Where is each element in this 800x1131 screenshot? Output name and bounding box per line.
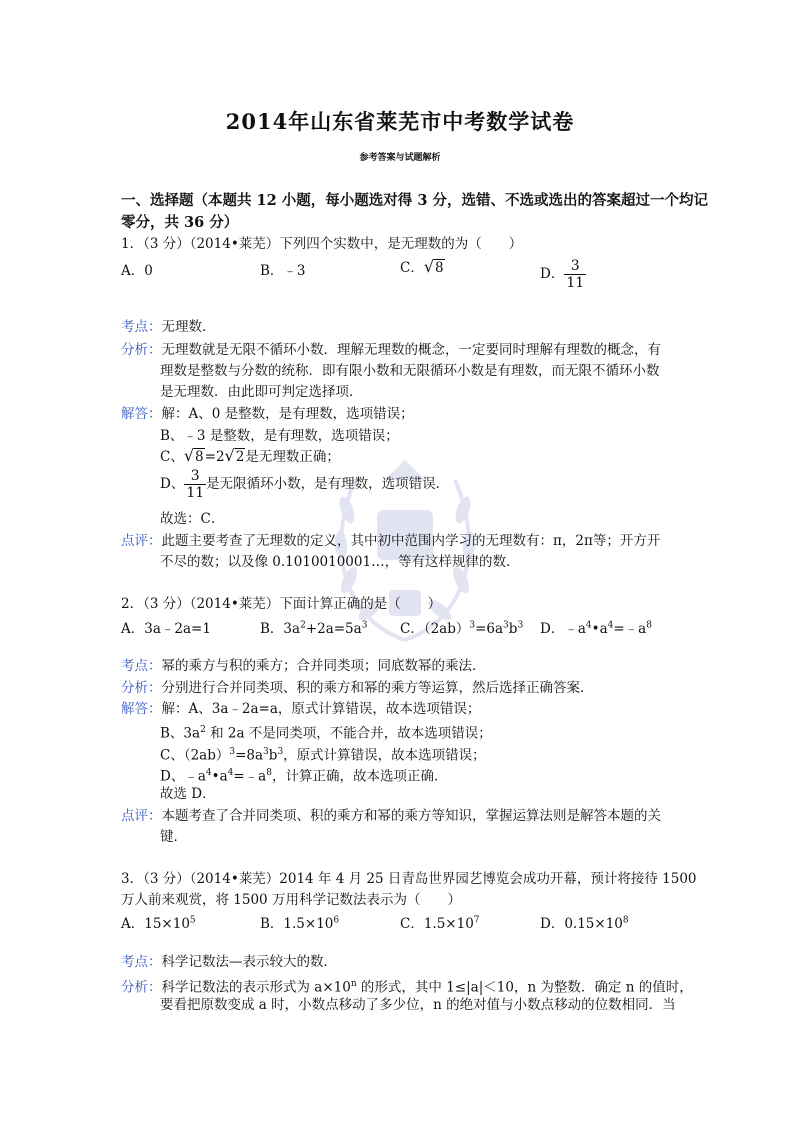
- q2-dianping: 点评：本题考查了合并同类项、积的乘方和幂的乘方等知识，掌握运算法则是解答本题的关: [121, 808, 661, 824]
- q3-stem-line-2: 万人前来观赏，将 1500 万用科学记数法表示为（ ）: [121, 892, 461, 908]
- q2-jieda-line-3: C、$(2ab)^3=8a^3b^3$，原式计算错误，故本选项错误；: [160, 747, 486, 764]
- q3-option-b: B．$1.5\times 10^6$: [260, 915, 340, 932]
- q1-fenxi-line-2: 理数是整数与分数的统称．即有限小数和无限循环小数是有理数，而无限不循环小数: [160, 363, 660, 379]
- q2-fenxi: 分析：分别进行合并同类项、积的乘方和幂的乘方等运算，然后选择正确答案．: [121, 680, 594, 696]
- q2-option-d: D．$﹣a^4•a^4=﹣a^8$: [540, 620, 652, 637]
- q2-option-a: A．3a﹣2a=1: [121, 621, 211, 637]
- q2-jieda-line-2: B、$3a^2$ 和 2a 不是同类项，不能合并，故本选项错误；: [160, 725, 492, 742]
- q3-option-a: A．$15\times 10^5$: [121, 915, 196, 932]
- q2-jieda: 解答：解：A、3a﹣2a=a，原式计算错误，故本选项错误；: [121, 701, 481, 717]
- section-heading-line-2: 零分，共 36 分）: [121, 214, 239, 231]
- q2-jieda-line-4: D、$﹣a^4•a^4=﹣a^8$，计算正确，故本选项正确．: [160, 768, 448, 785]
- q1-stem: 1．（3 分）（2014•莱芜）下列四个实数中，是无理数的为（ ）: [121, 236, 523, 252]
- q3-fenxi: 分析：科学记数法的表示形式为 $a\times 10^n$ 的形式，其中 1≤|a|＜10，n 为整数．确定 n 的值时，: [121, 979, 693, 996]
- q1-jieda-line-2: B、﹣3 是整数，是有理数，选项错误；: [160, 428, 399, 444]
- q1-jieda-line-4: D、 $\frac{3}{11}$ 是无限循环小数，是有理数，选项错误．: [160, 468, 450, 501]
- q1-kaodian: 考点：无理数．: [121, 319, 216, 335]
- q2-option-c: C．$(2ab)^3=6a^3b^3$: [400, 620, 524, 637]
- q1-fenxi-line-3: 是无理数．由此即可判定选择项．: [160, 384, 363, 400]
- q2-option-b: B．$3a^2+2a=5a^3$: [260, 620, 368, 637]
- q2-jieda-line-5: 故选 D．: [160, 786, 216, 802]
- q1-option-d: D． $\frac{3}{11}$: [540, 258, 585, 291]
- q1-jieda-line-5: 故选：C．: [160, 511, 225, 527]
- q1-jieda: 解答：解：A、0 是整数，是有理数，选项错误；: [121, 406, 414, 422]
- q3-option-d: D．$0.15\times 10^8$: [540, 915, 629, 932]
- q1-option-c: C．√8: [400, 257, 444, 276]
- q1-option-a: A．0: [121, 263, 153, 279]
- page-title: 2014年山东省莱芜市中考数学试卷: [225, 109, 575, 134]
- q1-dianping: 点评：此题主要考查了无理数的定义，其中初中范围内学习的无理数有：π，2π等；开方开: [121, 533, 661, 549]
- q2-stem: 2．（3 分）（2014•莱芜）下面计算正确的是（ ）: [121, 596, 442, 612]
- q3-fenxi-line-2: 要看把原数变成 a 时，小数点移动了多少位，n 的绝对值与小数点移动的位数相同．当: [160, 997, 676, 1013]
- q1-jieda-line-3: C、√8=2√2是无理数正确；: [160, 446, 340, 465]
- q2-dianping-line-2: 键．: [160, 829, 187, 845]
- q1-fenxi: 分析：无理数就是无限不循环小数．理解无理数的概念，一定要同时理解有理数的概念，有: [121, 342, 661, 358]
- page-subtitle: 参考答案与试题解析: [359, 153, 441, 163]
- q3-kaodian: 考点：科学记数法—表示较大的数．: [121, 954, 337, 970]
- q2-kaodian: 考点：幂的乘方与积的乘方；合并同类项；同底数幂的乘法．: [121, 658, 486, 674]
- q3-stem: 3．（3 分）（2014•莱芜）2014 年 4 月 25 日青岛世界园艺博览会成功开幕，预计将接待 1500: [121, 871, 697, 887]
- q1-dianping-line-2: 不尽的数；以及像 0.1010010001…，等有这样规律的数．: [160, 554, 520, 570]
- q3-option-c: C．$1.5\times 10^7$: [400, 915, 480, 932]
- section-heading-line-1: 一、选择题（本题共 12 小题，每小题选对得 3 分，选错、不选或选出的答案超过一个均记: [121, 192, 708, 209]
- q1-option-b: B．﹣3: [260, 263, 306, 279]
